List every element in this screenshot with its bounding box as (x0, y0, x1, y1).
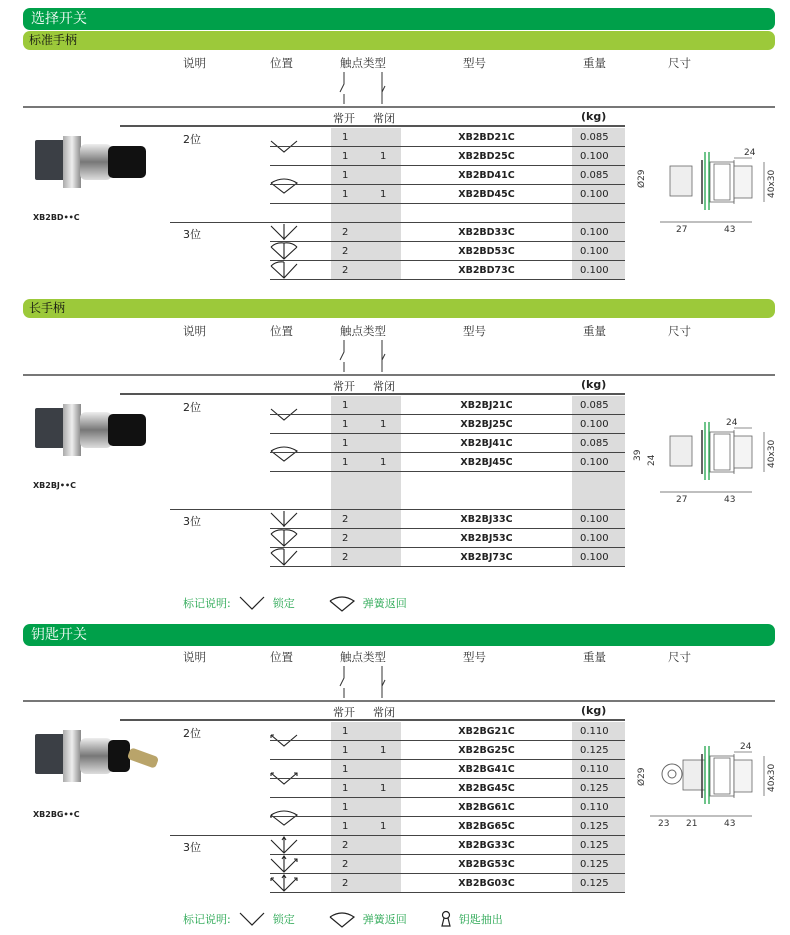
weight-value: 0.100 (580, 457, 609, 468)
dimension-label: 40x30 (767, 763, 777, 792)
column-header-weight: 重量 (583, 650, 606, 664)
legend-detent: 锁定 (272, 913, 295, 926)
dimension-drawing (628, 146, 778, 236)
section-header-selector-switch: 选择开关 (23, 8, 775, 30)
contact-type-symbols-icon (336, 70, 396, 106)
dimension-label: 21 (686, 819, 698, 829)
dimension-label: Ø29 (637, 767, 647, 786)
mounting-collar (63, 730, 81, 782)
weight-value: 0.125 (580, 840, 609, 851)
dimension-label: 27 (676, 495, 688, 505)
weight-value: 0.085 (580, 400, 609, 411)
legend-key-switch (183, 910, 503, 928)
operator-head (108, 146, 146, 178)
subheader-divider (120, 393, 625, 395)
weight-value: 0.125 (580, 878, 609, 889)
label-kg: (kg) (581, 110, 607, 123)
table-row (0, 242, 790, 261)
model-number: XB2BJ45C (460, 457, 513, 468)
model-number: XB2BG33C (458, 840, 515, 851)
table-row (0, 261, 790, 280)
column-header-contact_type: 触点类型 (340, 324, 386, 338)
contact-block (35, 408, 65, 448)
normally-open-count: 1 (342, 726, 349, 737)
position-count-label: 2位 (183, 727, 201, 740)
weight-value: 0.100 (580, 227, 609, 238)
standard-handle-table (0, 52, 790, 332)
table-row (0, 548, 790, 567)
dimension-label: 43 (724, 819, 736, 829)
model-number: XB2BG61C (458, 802, 515, 813)
model-number: XB2BG21C (458, 726, 515, 737)
model-number: XB2BJ33C (460, 514, 513, 525)
label-normally-closed: 常闭 (373, 706, 395, 719)
dimension-label: 23 (658, 819, 670, 829)
weight-value: 0.125 (580, 745, 609, 756)
subsection-header-standard-handle: 标准手柄 (23, 31, 775, 50)
weight-value: 0.100 (580, 265, 609, 276)
key (127, 747, 159, 769)
subheader-divider (120, 125, 625, 127)
weight-value: 0.100 (580, 552, 609, 563)
model-number: XB2BD25C (458, 151, 515, 162)
model-number: XB2BJ25C (460, 419, 513, 430)
weight-value: 0.125 (580, 783, 609, 794)
model-number: XB2BJ53C (460, 533, 513, 544)
dimension-drawing (628, 416, 778, 506)
weight-value: 0.085 (580, 132, 609, 143)
long-handle-table (0, 320, 790, 600)
normally-open-count: 1 (342, 802, 349, 813)
weight-value: 0.100 (580, 189, 609, 200)
subheader-divider (120, 719, 625, 721)
model-number: XB2BD41C (458, 170, 515, 181)
weight-value: 0.085 (580, 438, 609, 449)
contact-type-symbols-icon (336, 664, 396, 700)
product-caption: XB2BD••C (33, 213, 80, 222)
model-number: XB2BD73C (458, 265, 515, 276)
mounting-collar (63, 404, 81, 456)
normally-open-count: 2 (342, 227, 349, 238)
row-divider (270, 892, 625, 894)
model-number: XB2BD53C (458, 246, 515, 257)
column-header-size: 尺寸 (668, 56, 691, 70)
normally-open-count: 1 (342, 170, 349, 181)
row-divider (270, 566, 625, 568)
dimension-label: 24 (726, 418, 738, 428)
normally-open-count: 2 (342, 552, 349, 563)
position-count-label: 2位 (183, 133, 201, 146)
column-header-weight: 重量 (583, 56, 606, 70)
normally-closed-count: 1 (380, 783, 387, 794)
weight-value: 0.100 (580, 151, 609, 162)
label-kg: (kg) (581, 704, 607, 717)
model-number: XB2BG53C (458, 859, 515, 870)
position-count-label: 3位 (183, 841, 201, 854)
mounting-collar (63, 136, 81, 188)
table-row (0, 836, 790, 855)
weight-value: 0.085 (580, 170, 609, 181)
key-withdrawal-icon (439, 910, 453, 928)
model-number: XB2BD33C (458, 227, 515, 238)
header-divider (23, 700, 775, 702)
normally-open-count: 1 (342, 745, 349, 756)
normally-open-count: 1 (342, 400, 349, 411)
normally-open-count: 2 (342, 514, 349, 525)
contact-block (35, 734, 65, 774)
model-number: XB2BG03C (458, 878, 515, 889)
table-row (0, 855, 790, 874)
column-header-desc: 说明 (183, 324, 206, 338)
normally-closed-count: 1 (380, 419, 387, 430)
column-header-desc: 说明 (183, 56, 206, 70)
dimension-label: 27 (676, 225, 688, 235)
column-header-position: 位置 (270, 56, 293, 70)
legend-title: 标记说明: (183, 913, 231, 926)
dimension-drawing (628, 740, 778, 830)
normally-open-count: 1 (342, 438, 349, 449)
legend-detent: 锁定 (272, 597, 295, 610)
detent-icon (237, 910, 267, 928)
weight-value: 0.100 (580, 533, 609, 544)
normally-open-count: 1 (342, 764, 349, 775)
column-header-position: 位置 (270, 650, 293, 664)
position-count-label: 2位 (183, 401, 201, 414)
label-normally-open: 常开 (333, 112, 355, 125)
model-number: XB2BG65C (458, 821, 515, 832)
normally-open-count: 1 (342, 151, 349, 162)
model-number: XB2BJ21C (460, 400, 513, 411)
weight-value: 0.125 (580, 821, 609, 832)
row-divider (270, 471, 625, 473)
legend-key: 钥匙抽出 (458, 913, 503, 926)
row-divider (270, 279, 625, 281)
weight-value: 0.125 (580, 859, 609, 870)
column-header-position: 位置 (270, 324, 293, 338)
legend-spring: 弹簧返回 (362, 913, 407, 926)
model-number: XB2BD21C (458, 132, 515, 143)
model-number: XB2BJ73C (460, 552, 513, 563)
legend-title: 标记说明: (183, 597, 231, 610)
normally-open-count: 2 (342, 246, 349, 257)
product-photo (30, 400, 155, 470)
product-photo (30, 726, 155, 796)
subsection-header-long-handle: 长手柄 (23, 299, 775, 318)
column-header-desc: 说明 (183, 650, 206, 664)
spring-return-icon (327, 910, 357, 928)
dimension-label: Ø29 (637, 169, 647, 188)
normally-open-count: 2 (342, 840, 349, 851)
position-count-label: 3位 (183, 515, 201, 528)
label-normally-closed: 常闭 (373, 112, 395, 125)
product-photo (30, 132, 155, 202)
contact-block (35, 140, 65, 180)
column-header-model: 型号 (463, 56, 486, 70)
normally-closed-count: 1 (380, 151, 387, 162)
normally-open-count: 1 (342, 419, 349, 430)
normally-closed-count: 1 (380, 189, 387, 200)
table-row (0, 529, 790, 548)
detent-icon (237, 594, 267, 612)
spring-return-icon (327, 594, 357, 612)
dimension-label: 40x30 (767, 169, 777, 198)
column-header-size: 尺寸 (668, 650, 691, 664)
label-normally-open: 常开 (333, 380, 355, 393)
column-header-model: 型号 (463, 324, 486, 338)
normally-open-count: 2 (342, 878, 349, 889)
position-count-label: 3位 (183, 228, 201, 241)
normally-closed-count: 1 (380, 457, 387, 468)
dimension-label: 24 (744, 148, 756, 158)
weight-value: 0.110 (580, 802, 609, 813)
normally-open-count: 1 (342, 783, 349, 794)
dimension-label: 43 (724, 225, 736, 235)
normally-open-count: 1 (342, 132, 349, 143)
normally-closed-count: 1 (380, 745, 387, 756)
normally-open-count: 2 (342, 265, 349, 276)
column-header-contact_type: 触点类型 (340, 650, 386, 664)
weight-value: 0.110 (580, 764, 609, 775)
weight-value: 0.100 (580, 419, 609, 430)
model-number: XB2BG45C (458, 783, 515, 794)
label-kg: (kg) (581, 378, 607, 391)
dimension-label: 39 (633, 449, 643, 461)
weight-value: 0.110 (580, 726, 609, 737)
legend-spring: 弹簧返回 (362, 597, 407, 610)
contact-type-symbols-icon (336, 338, 396, 374)
column-header-model: 型号 (463, 650, 486, 664)
dimension-label: 24 (740, 742, 752, 752)
weight-value: 0.100 (580, 514, 609, 525)
normally-open-count: 2 (342, 533, 349, 544)
product-caption: XB2BG••C (33, 810, 80, 819)
dimension-label: 24 (647, 454, 657, 466)
normally-closed-count: 1 (380, 821, 387, 832)
dimension-label: 40x30 (767, 439, 777, 468)
section-header-key-switch: 钥匙开关 (23, 624, 775, 646)
label-normally-open: 常开 (333, 706, 355, 719)
model-number: XB2BD45C (458, 189, 515, 200)
table-row (0, 510, 790, 529)
key-switch-table (0, 646, 790, 926)
model-number: XB2BJ41C (460, 438, 513, 449)
table-row (0, 874, 790, 893)
row-divider (270, 203, 625, 205)
normally-open-count: 2 (342, 859, 349, 870)
product-caption: XB2BJ••C (33, 481, 77, 490)
operator-head (108, 414, 146, 446)
normally-open-count: 1 (342, 821, 349, 832)
header-divider (23, 106, 775, 108)
model-number: XB2BG41C (458, 764, 515, 775)
normally-open-count: 1 (342, 189, 349, 200)
label-normally-closed: 常闭 (373, 380, 395, 393)
header-divider (23, 374, 775, 376)
weight-value: 0.100 (580, 246, 609, 257)
legend-long-handle (183, 594, 407, 612)
column-header-size: 尺寸 (668, 324, 691, 338)
normally-open-count: 1 (342, 457, 349, 468)
column-header-contact_type: 触点类型 (340, 56, 386, 70)
model-number: XB2BG25C (458, 745, 515, 756)
dimension-label: 43 (724, 495, 736, 505)
column-header-weight: 重量 (583, 324, 606, 338)
